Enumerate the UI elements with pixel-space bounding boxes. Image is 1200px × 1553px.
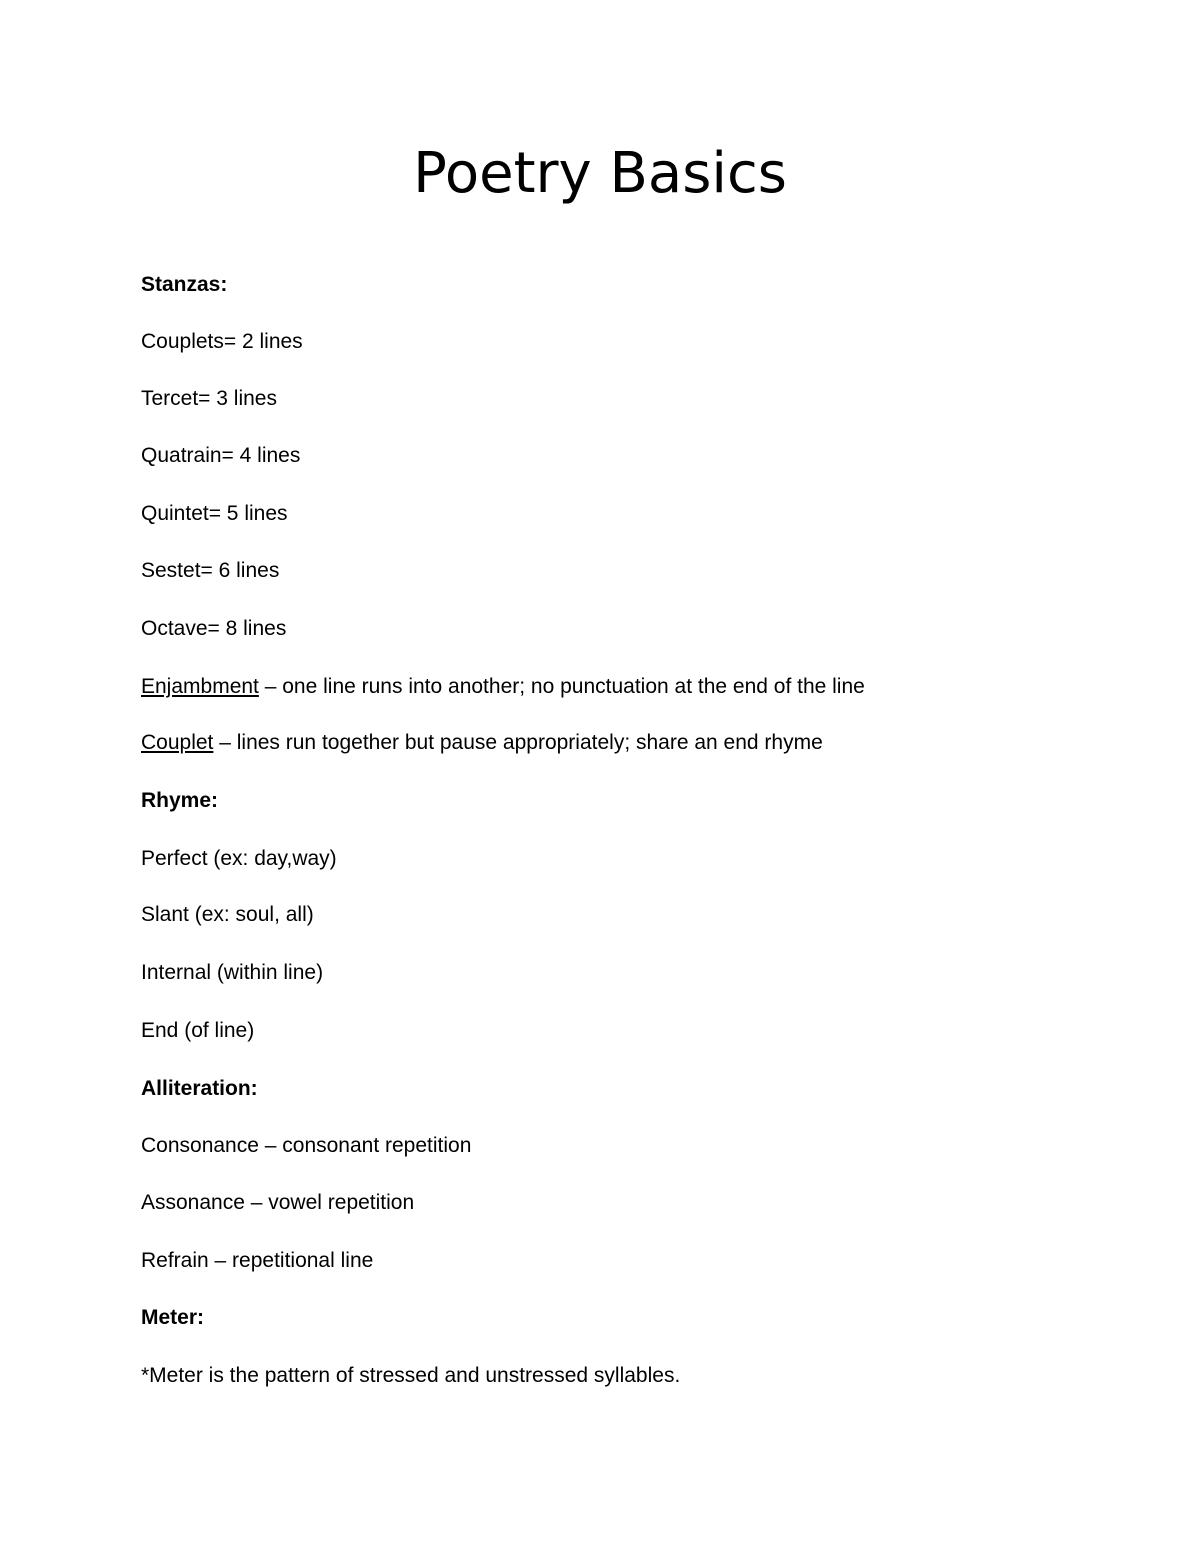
- meter-note: *Meter is the pattern of stressed and unstressed syllables.: [141, 1364, 681, 1387]
- alliteration-heading: Alliteration:: [141, 1077, 258, 1100]
- enjambment-text: – one line runs into another; no punctuation at the end of the line: [258, 675, 865, 698]
- couplet-definition: [141, 729, 823, 757]
- alliteration-item-consonance: Consonance – consonant repetition: [141, 1134, 472, 1157]
- enjambment-term: Enjambment: [141, 675, 259, 698]
- couplet-term: Couplet: [141, 731, 214, 754]
- stanza-item-octave: Octave= 8 lines: [141, 617, 287, 640]
- rhyme-item-slant: Slant (ex: soul, all): [141, 903, 314, 926]
- page-title: Poetry Basics: [413, 141, 787, 206]
- stanza-item-quatrain: Quatrain= 4 lines: [141, 444, 301, 467]
- stanza-item-couplets: Couplets= 2 lines: [141, 330, 303, 353]
- rhyme-heading: Rhyme:: [141, 789, 219, 812]
- alliteration-item-assonance: Assonance – vowel repetition: [141, 1191, 415, 1214]
- stanza-item-quintet: Quintet= 5 lines: [141, 502, 288, 525]
- meter-heading: Meter:: [141, 1306, 205, 1329]
- enjambment-definition: [141, 673, 865, 701]
- rhyme-item-end: End (of line): [141, 1019, 255, 1042]
- stanza-item-sestet: Sestet= 6 lines: [141, 559, 280, 582]
- rhyme-item-perfect: Perfect (ex: day,way): [141, 847, 337, 870]
- rhyme-item-internal: Internal (within line): [141, 961, 324, 984]
- couplet-text: – lines run together but pause appropriately; share an end rhyme: [213, 731, 823, 754]
- stanzas-heading: Stanzas:: [141, 273, 228, 296]
- stanza-item-tercet: Tercet= 3 lines: [141, 387, 277, 410]
- alliteration-item-refrain: Refrain – repetitional line: [141, 1249, 374, 1272]
